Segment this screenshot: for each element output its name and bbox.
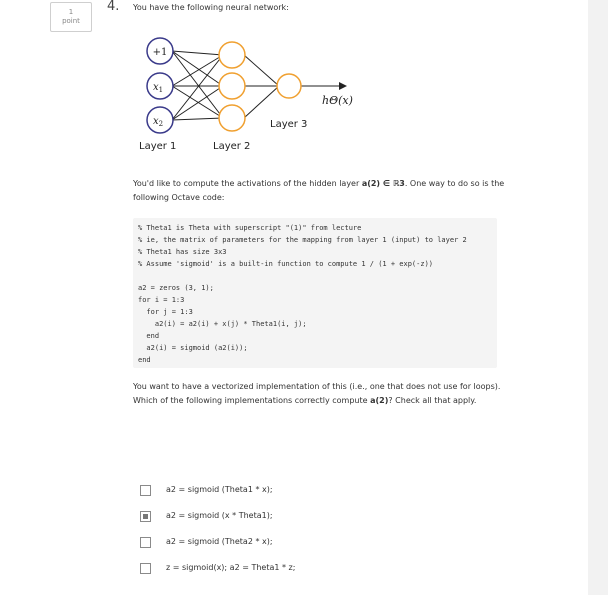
output-node xyxy=(277,74,301,98)
option-1[interactable] xyxy=(140,485,440,499)
point-label: point xyxy=(62,17,80,25)
option-3-label[interactable]: a2 = sigmoid (Theta2 * x); xyxy=(166,537,273,546)
code-line: a2 = zeros (3, 1); xyxy=(138,284,214,292)
x2-label: $x_2$ xyxy=(152,116,164,128)
hidden-node-3 xyxy=(219,105,245,131)
intro-paragraph: You'd like to compute the activations of the hidden layer a(2) ∈ ℝ3. One way to do so is the following Octave code: xyxy=(133,179,505,202)
question-number: 4. xyxy=(107,0,120,14)
code-line: % Theta1 is Theta with superscript "(1)" from lecture xyxy=(138,224,362,232)
point-value: 1 xyxy=(68,8,74,16)
question-prompt: You want to have a vectorized implementation of this (i.e., one that does not use for loops). Which of the following implementations correctly compute a(2)? Check all that apply. xyxy=(133,382,501,405)
code-line: for j = 1:3 xyxy=(138,308,193,316)
hidden-node-1 xyxy=(219,42,245,68)
option-2-label[interactable]: a2 = sigmoid (x * Theta1); xyxy=(166,511,273,520)
option-3-checkbox[interactable] xyxy=(140,537,151,548)
option-4-checkbox[interactable] xyxy=(140,563,151,574)
layer3-label: Layer 3 xyxy=(270,119,308,130)
option-2-checkbox[interactable] xyxy=(140,511,151,522)
hidden-node-2 xyxy=(219,73,245,99)
code-line: for i = 1:3 xyxy=(138,296,185,304)
code-line: a2(i) = sigmoid (a2(i)); xyxy=(138,344,248,352)
neural-network-diagram xyxy=(0,0,608,170)
intro-math: a(2) ∈ ℝ3 xyxy=(361,179,405,188)
code-line: % Theta1 has size 3x3 xyxy=(138,248,227,256)
option-3[interactable] xyxy=(140,537,440,551)
bias-label: +1 xyxy=(152,47,168,58)
option-1-checkbox[interactable] xyxy=(140,485,151,496)
prompt-math: a(2) xyxy=(370,396,389,405)
layer2-label: Layer 2 xyxy=(213,141,251,152)
code-line: % ie, the matrix of parameters for the mapping from layer 1 (input) to layer 2 xyxy=(138,236,467,244)
layer1-label: Layer 1 xyxy=(139,141,177,152)
octave-code-block xyxy=(133,218,497,368)
output-label: hΘ(x) xyxy=(322,94,353,107)
code-line: end xyxy=(138,332,160,340)
option-4[interactable] xyxy=(140,563,440,577)
connections-layer1-layer2 xyxy=(172,51,223,120)
code-line: end xyxy=(138,356,151,364)
option-2[interactable] xyxy=(140,511,440,525)
x1-label: $x_1$ xyxy=(152,82,164,94)
connections-layer2-layer3 xyxy=(244,55,279,118)
option-1-label[interactable]: a2 = sigmoid (Theta1 * x); xyxy=(166,485,273,494)
option-4-label[interactable]: z = sigmoid(x); a2 = Theta1 * z; xyxy=(166,563,296,572)
code-line: % Assume 'sigmoid' is a built-in function to compute 1 / (1 + exp(-z)) xyxy=(138,260,434,268)
code-line: a2(i) = a2(i) + x(j) * Theta1(i, j); xyxy=(138,320,307,328)
question-title: You have the following neural network: xyxy=(133,3,289,12)
